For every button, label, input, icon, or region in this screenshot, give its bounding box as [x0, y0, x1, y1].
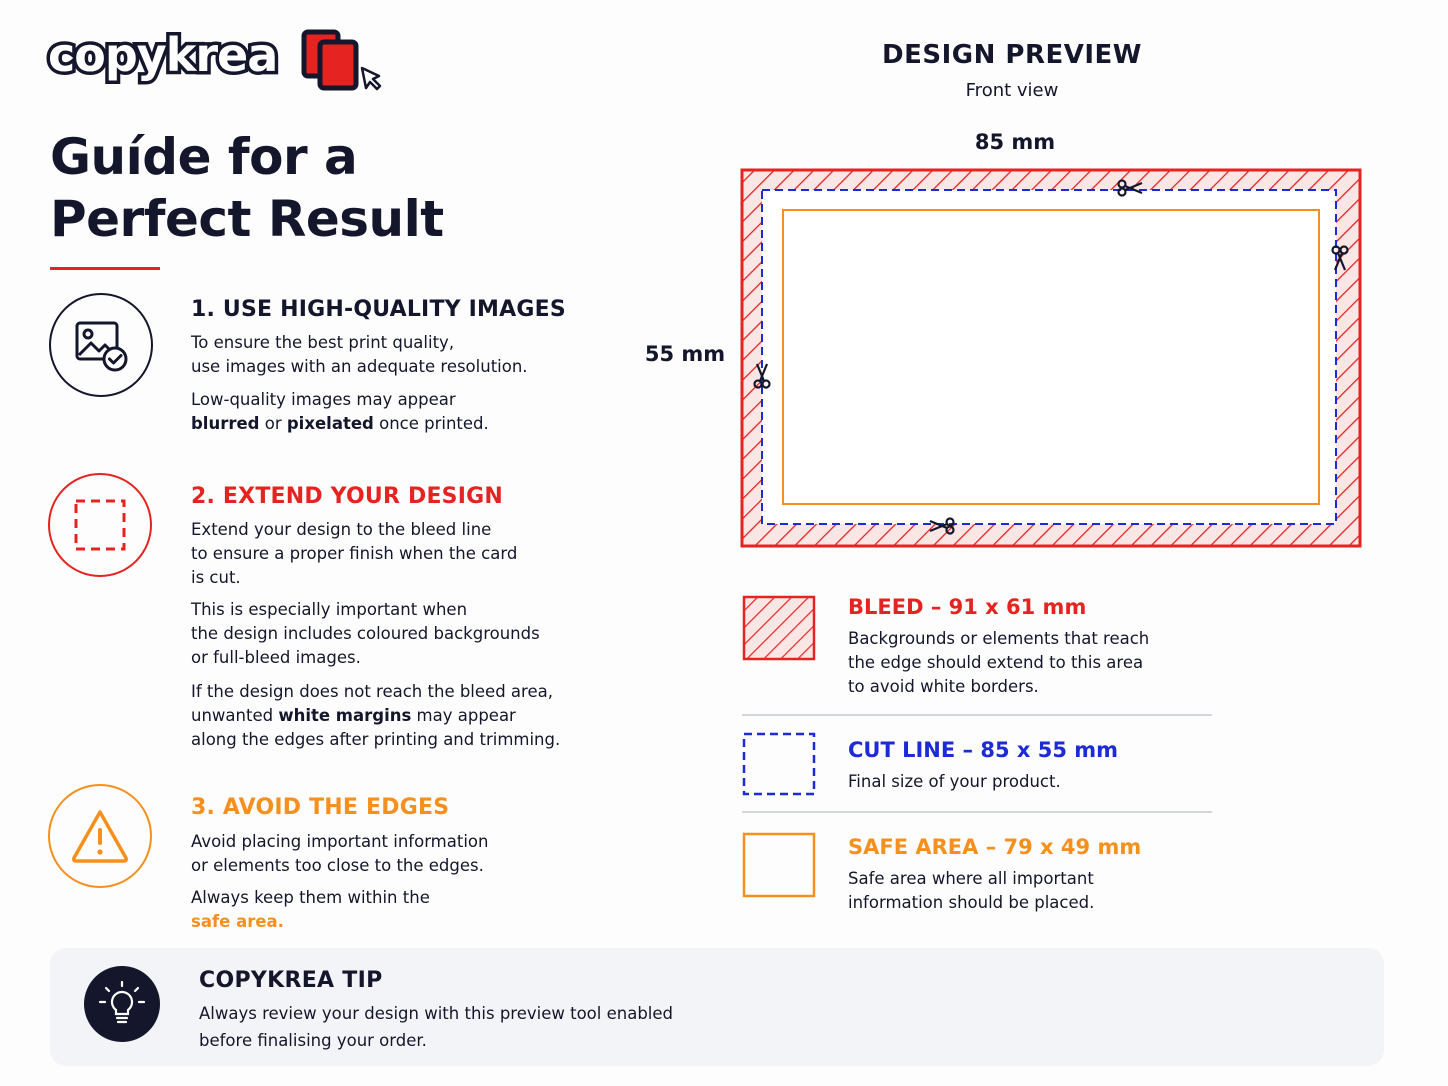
cursor-square-icon	[300, 28, 396, 96]
safe-area-description	[848, 867, 1094, 915]
preview-title: DESIGN PREVIEW	[882, 40, 1142, 70]
bleed-line-text: to avoid white borders.	[848, 677, 1039, 696]
tip-line: Always review your design with this preview tool enabled	[199, 1004, 674, 1023]
section-2-line: is cut.	[191, 568, 241, 587]
title-underline	[50, 267, 160, 270]
avoid-edges-badge	[48, 784, 152, 888]
section-2-heading: 2. EXTEND YOUR DESIGN	[191, 484, 503, 509]
section-1-line: Low-quality images may appear	[191, 390, 456, 409]
section-3-line: or elements too close to the edges.	[191, 856, 484, 875]
hatched-square-icon	[742, 595, 816, 661]
bleed-description	[848, 627, 1149, 699]
section-1-line: blurred or pixelated once printed.	[191, 414, 489, 433]
tip-line: before finalising your order.	[199, 1031, 427, 1050]
safe-area-line-text: information should be placed.	[848, 893, 1095, 912]
legend-divider	[742, 714, 1212, 716]
section-2-line: unwanted white margins may appear	[191, 706, 516, 725]
section-1-text	[191, 331, 528, 436]
section-2-line: or full-bleed images.	[191, 648, 361, 667]
card-preview	[738, 166, 1364, 550]
dashed-blue-square-icon	[742, 732, 816, 796]
section-3-line: Avoid placing important information	[191, 832, 489, 851]
bleed-line-text: Backgrounds or elements that reach	[848, 629, 1150, 648]
bleed-heading: BLEED – 91 x 61 mm	[848, 595, 1087, 619]
tip-text	[199, 1000, 673, 1054]
section-2-line: the design includes coloured backgrounds	[191, 624, 540, 643]
section-3-heading: 3. AVOID THE EDGES	[191, 795, 450, 820]
extend-design-badge	[48, 473, 152, 577]
tip-badge	[84, 966, 160, 1042]
page-title	[50, 126, 570, 250]
section-2-line: This is especially important when	[191, 600, 468, 619]
safe-area-highlight: safe area.	[191, 912, 284, 931]
section-2-line: along the edges after printing and trimming.	[191, 730, 561, 749]
bleed-line-text: the edge should extend to this area	[848, 653, 1144, 672]
preview-subtitle: Front view	[965, 80, 1059, 101]
orange-square-icon	[742, 832, 816, 898]
legend-divider	[742, 811, 1212, 813]
title-line-1: Guíde for a	[50, 128, 358, 186]
section-1-line: To ensure the best print quality,	[191, 333, 455, 352]
section-2-line: If the design does not reach the bleed area,	[191, 682, 553, 701]
tip-heading: COPYKREA TIP	[199, 968, 383, 993]
width-dimension: 85 mm	[974, 130, 1056, 154]
cut-line-description: Final size of your product.	[848, 772, 1061, 791]
cut-line-heading: CUT LINE – 85 x 55 mm	[848, 738, 1119, 762]
safe-area-line-text: Safe area where all important	[848, 869, 1094, 888]
section-2-line: to ensure a proper finish when the card	[191, 544, 518, 563]
section-2-text	[191, 518, 560, 752]
lightbulb-icon	[96, 978, 148, 1030]
title-line-2: Perfect Result	[50, 190, 444, 248]
section-1-line: use images with an adequate resolution.	[191, 357, 528, 376]
section-1-heading: 1. USE HIGH-QUALITY IMAGES	[191, 297, 566, 322]
image-quality-badge	[49, 293, 153, 397]
section-3-text	[191, 830, 488, 934]
height-dimension: 55 mm	[644, 342, 726, 366]
warning-triangle-icon	[68, 806, 132, 866]
brand-logo	[48, 28, 348, 94]
section-2-line: Extend your design to the bleed line	[191, 520, 492, 539]
dashed-square-icon	[70, 495, 130, 555]
section-3-line: Always keep them within the	[191, 888, 430, 907]
safe-area-heading: SAFE AREA – 79 x 49 mm	[848, 835, 1142, 859]
logo-text: copykrea	[48, 28, 278, 82]
image-check-icon	[71, 315, 131, 375]
